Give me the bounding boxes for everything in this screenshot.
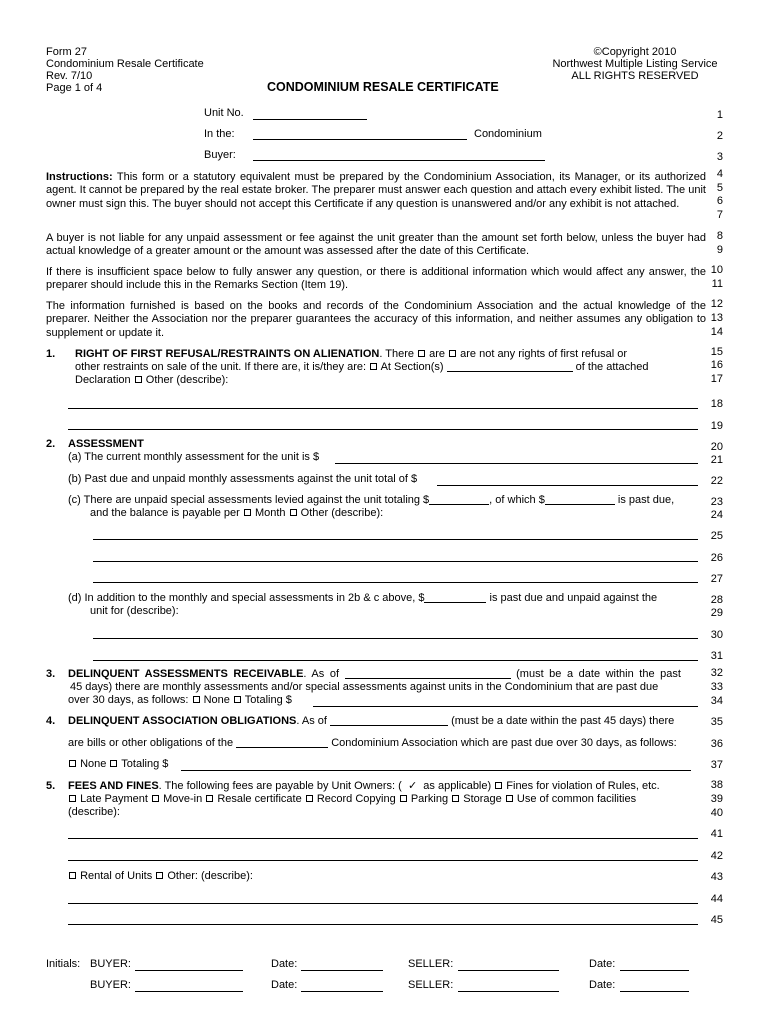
condominium-label: Condominium bbox=[474, 128, 542, 140]
line-number: 10 bbox=[710, 264, 723, 276]
line-number: 21 bbox=[710, 454, 723, 466]
section-number-field[interactable] bbox=[447, 361, 573, 372]
buyer-liability-paragraph: A buyer is not liable for any unpaid assessment or fee against the unit greater than the amount set forth below, unless the buyer had actual knowledge of a greater amount or the amount was assessed after the date of this Certificate. bbox=[46, 232, 706, 258]
none-checkbox[interactable] bbox=[69, 760, 76, 767]
line-number: 23 bbox=[710, 496, 723, 508]
line-number: 12 bbox=[710, 298, 723, 310]
line-number: 34 bbox=[710, 695, 723, 707]
line-number: 1 bbox=[716, 109, 723, 121]
section-2d-describe-line[interactable] bbox=[93, 638, 698, 639]
section-2d-describe-line[interactable] bbox=[93, 660, 698, 661]
line-number: 31 bbox=[710, 650, 723, 662]
section-1-title: RIGHT OF FIRST REFUSAL/RESTRAINTS ON ALIENATION bbox=[75, 348, 380, 360]
section-2c-describe-line[interactable] bbox=[93, 561, 698, 562]
page-title: CONDOMINIUM RESALE CERTIFICATE bbox=[267, 80, 499, 94]
seller-initials-label: SELLER: bbox=[408, 979, 454, 991]
move-in-checkbox[interactable] bbox=[152, 795, 159, 802]
seller-initials-field[interactable] bbox=[458, 970, 559, 971]
section-5-describe-line[interactable] bbox=[68, 838, 698, 839]
line-number: 36 bbox=[710, 738, 723, 750]
insufficient-space-paragraph: If there is insufficient space below to fully answer any question, or there is additional information which would affect any answer, the preparer should include this in the Remarks Section (Item 19). bbox=[46, 266, 706, 292]
line-number: 18 bbox=[710, 398, 723, 410]
common-facilities-checkbox[interactable] bbox=[506, 795, 513, 802]
line-number: 32 bbox=[710, 667, 723, 679]
other-describe-checkbox[interactable] bbox=[290, 509, 297, 516]
buyer-field[interactable] bbox=[253, 160, 545, 161]
line-number: 40 bbox=[710, 807, 723, 819]
seller-date-field[interactable] bbox=[620, 991, 689, 992]
section-2-title: ASSESSMENT bbox=[68, 438, 144, 450]
section-3-number: 3. bbox=[46, 668, 56, 680]
buyer-label: Buyer: bbox=[204, 149, 236, 161]
section-3-title: DELINQUENT ASSESSMENTS RECEIVABLE bbox=[68, 668, 304, 680]
fines-checkbox[interactable] bbox=[495, 782, 502, 789]
line-number: 15 bbox=[710, 346, 723, 358]
line-number: 13 bbox=[710, 312, 723, 324]
section-4-number: 4. bbox=[46, 715, 56, 727]
section-5-other-line[interactable] bbox=[68, 903, 698, 904]
condominium-name-field[interactable] bbox=[253, 139, 467, 140]
none-checkbox[interactable] bbox=[193, 696, 200, 703]
line-number: 37 bbox=[710, 759, 723, 771]
line-number: 43 bbox=[710, 871, 723, 883]
rights-reserved: ALL RIGHTS RESERVED bbox=[571, 70, 699, 82]
line-number: 14 bbox=[710, 326, 723, 338]
in-the-label: In the: bbox=[204, 128, 235, 140]
section-5-number: 5. bbox=[46, 780, 56, 792]
rental-of-units-checkbox[interactable] bbox=[69, 872, 76, 879]
section-5-line-4: Rental of Units Other: (describe): bbox=[68, 870, 253, 883]
buyer-initials-label: BUYER: bbox=[90, 958, 131, 970]
line-number: 44 bbox=[710, 893, 723, 905]
section-1-number: 1. bbox=[46, 348, 56, 360]
line-number: 7 bbox=[716, 209, 723, 221]
information-paragraph: The information furnished is based on the books and records of the Condominium Association and the actual knowledge of the preparer. Neither the Association nor the preparer guarantees the accuracy of this information, and neither assumes any obligation to supplement or update it. bbox=[46, 300, 706, 339]
line-number: 42 bbox=[710, 850, 723, 862]
line-number: 30 bbox=[710, 629, 723, 641]
section-5-line-1: FEES AND FINES. The following fees are payable by Unit Owners: ( ✓ as applicable) Fines for violation of Rules, etc. bbox=[68, 780, 660, 792]
buyer-initials-label: BUYER: bbox=[90, 979, 131, 991]
section-5-title: FEES AND FINES bbox=[68, 780, 159, 792]
line-number: 2 bbox=[716, 130, 723, 142]
section-2b-text: (b) Past due and unpaid monthly assessments against the unit total of $ bbox=[68, 473, 418, 485]
receivable-total-field[interactable] bbox=[313, 706, 698, 707]
unit-field[interactable] bbox=[253, 119, 367, 120]
section-2c-line-2: and the balance is payable per Month Other (describe): bbox=[90, 507, 384, 519]
section-2c-describe-line[interactable] bbox=[93, 582, 698, 583]
section-2c-describe-line[interactable] bbox=[93, 539, 698, 540]
line-number: 16 bbox=[710, 359, 723, 371]
form-number: Form 27 bbox=[46, 46, 87, 58]
line-number: 17 bbox=[710, 373, 723, 385]
record-copying-checkbox[interactable] bbox=[306, 795, 313, 802]
section-3-line-2: 45 days) there are monthly assessments and/or special assessments against units in the Condominium that are past due bbox=[70, 681, 659, 693]
section-1-line-3: Declaration Other (describe): bbox=[75, 374, 229, 386]
section-5-other-line[interactable] bbox=[68, 924, 698, 925]
obligations-date-field[interactable] bbox=[330, 715, 448, 726]
line-number: 8 bbox=[716, 230, 723, 242]
line-number: 27 bbox=[710, 573, 723, 585]
line-number: 41 bbox=[710, 828, 723, 840]
receivable-date-field[interactable] bbox=[345, 668, 511, 679]
section-2a-text: (a) The current monthly assessment for the unit is $ bbox=[68, 451, 320, 463]
line-number: 22 bbox=[710, 475, 723, 487]
section-5-describe-line[interactable] bbox=[68, 860, 698, 861]
section-1-line-1: RIGHT OF FIRST REFUSAL/RESTRAINTS ON ALIENATION. There are are not any rights of first refusal or bbox=[75, 348, 628, 360]
unit-label: Unit No. bbox=[204, 107, 244, 119]
parking-checkbox[interactable] bbox=[400, 795, 407, 802]
line-number: 25 bbox=[710, 530, 723, 542]
line-number: 39 bbox=[710, 793, 723, 805]
section-1-describe-line[interactable] bbox=[68, 429, 698, 430]
other-checkbox[interactable] bbox=[135, 376, 142, 383]
at-section-checkbox[interactable] bbox=[370, 363, 377, 370]
section-3-line-1: DELINQUENT ASSESSMENTS RECEIVABLE. As of (must be a date within the past bbox=[68, 668, 681, 680]
are-not-checkbox[interactable] bbox=[449, 350, 456, 357]
seller-date-field[interactable] bbox=[620, 970, 689, 971]
buyer-date-field[interactable] bbox=[301, 991, 383, 992]
line-number: 20 bbox=[710, 441, 723, 453]
section-2c-line-1: (c) There are unpaid special assessments levied against the unit totaling $ , of which $ is past due, bbox=[68, 494, 675, 506]
buyer-initials-field[interactable] bbox=[135, 991, 243, 992]
additional-past-due-field[interactable] bbox=[424, 592, 486, 603]
section-4-line-1: DELINQUENT ASSOCIATION OBLIGATIONS. As of (must be a date within the past 45 days) there bbox=[68, 715, 675, 727]
buyer-initials-field[interactable] bbox=[135, 970, 243, 971]
monthly-assessment-field[interactable] bbox=[335, 463, 698, 464]
section-1-line-2: other restraints on sale of the unit. If there are, it is/they are: At Section(s) of the attached bbox=[75, 361, 649, 373]
late-payment-checkbox[interactable] bbox=[69, 795, 76, 802]
date-label: Date: bbox=[271, 979, 298, 991]
special-past-due-field[interactable] bbox=[545, 494, 615, 505]
storage-checkbox[interactable] bbox=[452, 795, 459, 802]
line-number: 38 bbox=[710, 779, 723, 791]
totaling-checkbox[interactable] bbox=[110, 760, 117, 767]
resale-certificate-checkbox[interactable] bbox=[206, 795, 213, 802]
initials-label: Initials: bbox=[46, 958, 81, 970]
line-number: 45 bbox=[710, 914, 723, 926]
line-number: 24 bbox=[710, 509, 723, 521]
date-label: Date: bbox=[589, 979, 616, 991]
line-number: 4 bbox=[716, 168, 723, 180]
copyright: ©Copyright 2010 bbox=[593, 46, 677, 58]
form-name: Condominium Resale Certificate bbox=[46, 58, 204, 70]
date-label: Date: bbox=[589, 958, 616, 970]
totaling-checkbox[interactable] bbox=[234, 696, 241, 703]
instructions-paragraph: Instructions: This form or a statutory equivalent must be prepared by the Condominium Association, its Manager, or its authorized agent. It cannot be prepared by the real estate broker. The preparer must answer each question and attach every exhibit listed. The unit owner must sign this. The buyer should not accept this Certificate if any question is unanswered and/or any exhibit is not attached. bbox=[46, 171, 706, 210]
seller-initials-field[interactable] bbox=[458, 991, 559, 992]
page-number: Page 1 of 4 bbox=[46, 82, 103, 94]
check-mark-icon: ✓ bbox=[407, 780, 418, 792]
section-3-line-3: over 30 days, as follows: None Totaling $ bbox=[68, 694, 292, 706]
line-number: 26 bbox=[710, 552, 723, 564]
seller-initials-label: SELLER: bbox=[408, 958, 454, 970]
section-2d-line-2: unit for (describe): bbox=[90, 605, 179, 617]
line-number: 11 bbox=[711, 278, 723, 290]
other-fees-checkbox[interactable] bbox=[156, 872, 163, 879]
line-number: 9 bbox=[716, 244, 723, 256]
line-number: 19 bbox=[710, 420, 723, 432]
line-number: 28 bbox=[710, 594, 723, 606]
section-5-line-2: Late Payment Move-in Resale certificate Record Copying Parking Storage Use of common facilities bbox=[68, 793, 636, 806]
line-number: 6 bbox=[716, 195, 723, 207]
past-due-monthly-field[interactable] bbox=[437, 485, 698, 486]
special-assessment-field[interactable] bbox=[429, 494, 489, 505]
section-1-describe-line[interactable] bbox=[68, 408, 698, 409]
publisher: Northwest Multiple Listing Service bbox=[552, 58, 718, 70]
line-number: 5 bbox=[716, 182, 723, 194]
date-label: Date: bbox=[271, 958, 298, 970]
section-2-number: 2. bbox=[46, 438, 56, 450]
association-name-field[interactable] bbox=[236, 737, 328, 748]
line-number: 3 bbox=[716, 151, 723, 163]
section-4-title: DELINQUENT ASSOCIATION OBLIGATIONS bbox=[68, 715, 297, 727]
obligations-total-field[interactable] bbox=[181, 770, 691, 771]
line-number: 33 bbox=[710, 681, 723, 693]
section-2d-line-1: (d) In addition to the monthly and special assessments in 2b & c above, $ is past due and unpaid against the bbox=[68, 592, 658, 604]
are-checkbox[interactable] bbox=[418, 350, 425, 357]
section-4-line-2: are bills or other obligations of the Condominium Association which are past due over 30 days, as follows: bbox=[68, 737, 677, 749]
buyer-date-field[interactable] bbox=[301, 970, 383, 971]
form-revision: Rev. 7/10 bbox=[46, 70, 93, 82]
line-number: 29 bbox=[710, 607, 723, 619]
section-4-line-3: None Totaling $ bbox=[68, 758, 168, 771]
section-5-line-3: (describe): bbox=[68, 806, 120, 818]
month-checkbox[interactable] bbox=[244, 509, 251, 516]
line-number: 35 bbox=[710, 716, 723, 728]
